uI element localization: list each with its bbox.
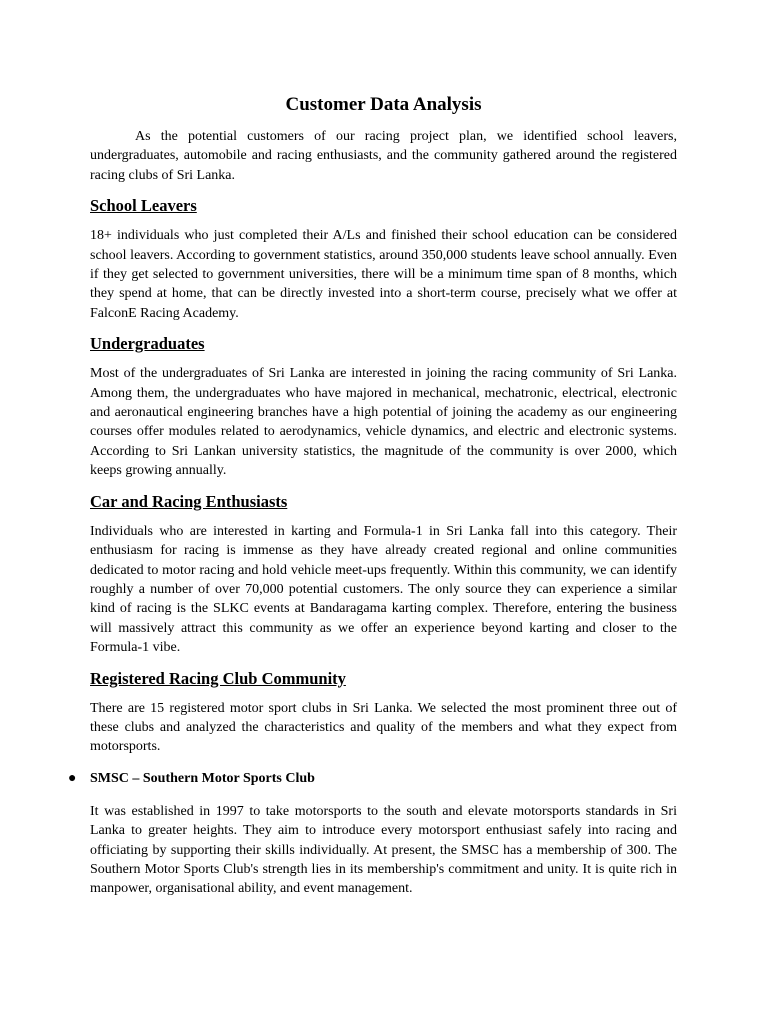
intro-paragraph: As the potential customers of our racing project plan, we identified school leavers, undergraduates, automobile and racing enthusiasts, and the community gathered around the registered racing clubs of Sri Lanka. <box>90 129 677 183</box>
section-heading: Registered Racing Club Community <box>90 668 346 688</box>
section-heading: Undergraduates <box>90 334 205 354</box>
section-heading: Car and Racing Enthusiasts <box>90 491 288 511</box>
smsc-paragraph: It was established in 1997 to take motorsports to the south and elevate motorsports standards in Sri Lanka to greater heights. They aim to introduce every motorsport enthusiast safely into racing and officiating by supporting their skills individually. At present, the SMSC has a membership of 300. The Southern Motor Sports Club's strength lies in its membership's commitment and unity. It is quite rich in manpower, organisational ability, and event management. <box>90 803 677 897</box>
section-heading: School Leavers <box>90 196 197 216</box>
section-paragraph: Most of the undergraduates of Sri Lanka are interested in joining the racing community of Sri Lanka. Among them, the undergraduates who have majored in mechanical, mechatronic, electrical, electronic and aeronautical engineering branches have a high potential of joining the academy as our engineering courses offer modules related to aerodynamics, vehicle dynamics, and electric and electronic systems. According to Sri Lankan university statistics, the magnitude of the community is over 2000, which keeps growing annually. <box>90 366 677 479</box>
bullet-label: SMSC – Southern Motor Sports Club <box>90 770 315 786</box>
section-registered-racing-club <box>90 669 677 757</box>
page-title: Customer Data Analysis <box>285 94 482 115</box>
section-school-leavers <box>90 196 677 323</box>
section-paragraph: There are 15 registered motor sport clubs in Sri Lanka. We selected the most prominent three out of these clubs and analyzed the characteristics and quality of the members and what they expect from motorsports. <box>90 700 677 755</box>
bullet-dot-icon: ● <box>68 770 77 786</box>
section-car-racing-enthusiasts <box>90 492 677 658</box>
section-paragraph: Individuals who are interested in karting and Formula-1 in Sri Lanka fall into this category. Their enthusiasm for racing is immense as they have already created regional and online communities dedicated to motor racing and hold vehicle meet-ups frequently. Within this community, we can identify roughly a number of over 70,000 potential customers. The only source they can experience a similar kind of racing is the SLKC events at Bandaragama karting complex. Therefore, entering the business will massively attract this community as we offer an experience beyond karting and closer to the Formula-1 vibe. <box>90 523 677 656</box>
section-paragraph: 18+ individuals who just completed their A/Ls and finished their school education can be considered school leavers. According to government statistics, around 350,000 students leave school annually. Even if they get selected to government universities, there will be a minimum time span of 8 months, which they spend at home, that can be directly invested into a short-term course, precisely what we offer at FalconE Racing Academy. <box>90 228 677 321</box>
bullet-item-smsc <box>68 769 677 788</box>
document-page <box>68 94 677 899</box>
section-undergraduates <box>90 334 677 480</box>
